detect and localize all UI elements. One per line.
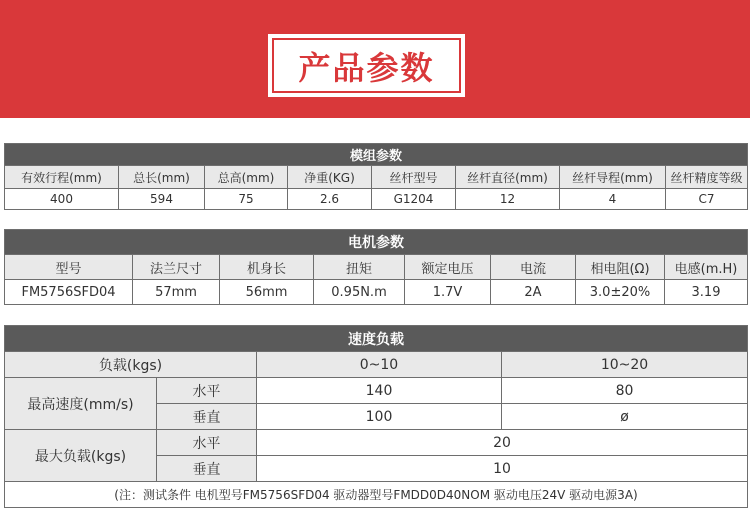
motor-value-cell: 1.7V <box>405 280 491 305</box>
motor-params-table <box>4 229 748 305</box>
load-range-cell: 10~20 <box>502 352 748 378</box>
module-value-cell: 400 <box>5 189 119 210</box>
speed-value-cell: 80 <box>502 378 748 404</box>
motor-header-cell: 相电阻(Ω) <box>576 255 665 280</box>
module-params-heading: 模组参数 <box>5 144 748 166</box>
motor-header-cell: 法兰尺寸 <box>133 255 220 280</box>
max-load-label: 最大负载(kgs) <box>5 430 157 482</box>
module-header-cell: 丝杆直径(mm) <box>456 166 560 189</box>
load-value-cell: 10 <box>257 456 748 482</box>
module-value-cell: C7 <box>666 189 748 210</box>
module-value-cell: 2.6 <box>288 189 372 210</box>
test-conditions-note: (注：测试条件 电机型号FM5756SFD04 驱动器型号FMDD0D40NOM 驱动电压24V 驱动电源3A) <box>5 482 748 508</box>
title-box <box>268 34 465 97</box>
module-header-cell: 丝杆导程(mm) <box>560 166 666 189</box>
banner <box>0 0 750 118</box>
motor-header-cell: 扭矩 <box>314 255 405 280</box>
motor-header-cell: 电感(m.H) <box>665 255 748 280</box>
motor-header-cell: 机身长 <box>220 255 314 280</box>
module-header-cell: 丝杆型号 <box>372 166 456 189</box>
load-value-cell: 20 <box>257 430 748 456</box>
motor-value-cell: FM5756SFD04 <box>5 280 133 305</box>
horizontal-label: 水平 <box>157 378 257 404</box>
module-value-cell: 12 <box>456 189 560 210</box>
module-value-cell: G1204 <box>372 189 456 210</box>
module-header-cell: 丝杆精度等级 <box>666 166 748 189</box>
motor-value-cell: 2A <box>491 280 576 305</box>
motor-header-cell: 型号 <box>5 255 133 280</box>
module-header-cell: 净重(KG) <box>288 166 372 189</box>
page-title: 产品参数 <box>272 38 461 93</box>
motor-header-cell: 电流 <box>491 255 576 280</box>
module-value-cell: 75 <box>205 189 288 210</box>
load-label: 负载(kgs) <box>5 352 257 378</box>
motor-value-cell: 3.0±20% <box>576 280 665 305</box>
module-value-cell: 594 <box>119 189 205 210</box>
motor-value-cell: 56mm <box>220 280 314 305</box>
speed-load-table <box>4 325 748 508</box>
speed-value-cell: ø <box>502 404 748 430</box>
speed-load-heading: 速度负载 <box>5 326 748 352</box>
motor-value-cell: 3.19 <box>665 280 748 305</box>
module-params-table <box>4 143 748 210</box>
speed-value-cell: 140 <box>257 378 502 404</box>
load-range-cell: 0~10 <box>257 352 502 378</box>
max-speed-label: 最高速度(mm/s) <box>5 378 157 430</box>
module-value-cell: 4 <box>560 189 666 210</box>
motor-value-cell: 0.95N.m <box>314 280 405 305</box>
speed-value-cell: 100 <box>257 404 502 430</box>
module-header-cell: 有效行程(mm) <box>5 166 119 189</box>
module-header-cell: 总长(mm) <box>119 166 205 189</box>
motor-params-heading: 电机参数 <box>5 230 748 255</box>
horizontal-label: 水平 <box>157 430 257 456</box>
motor-value-cell: 57mm <box>133 280 220 305</box>
vertical-label: 垂直 <box>157 456 257 482</box>
module-header-cell: 总高(mm) <box>205 166 288 189</box>
motor-header-cell: 额定电压 <box>405 255 491 280</box>
vertical-label: 垂直 <box>157 404 257 430</box>
